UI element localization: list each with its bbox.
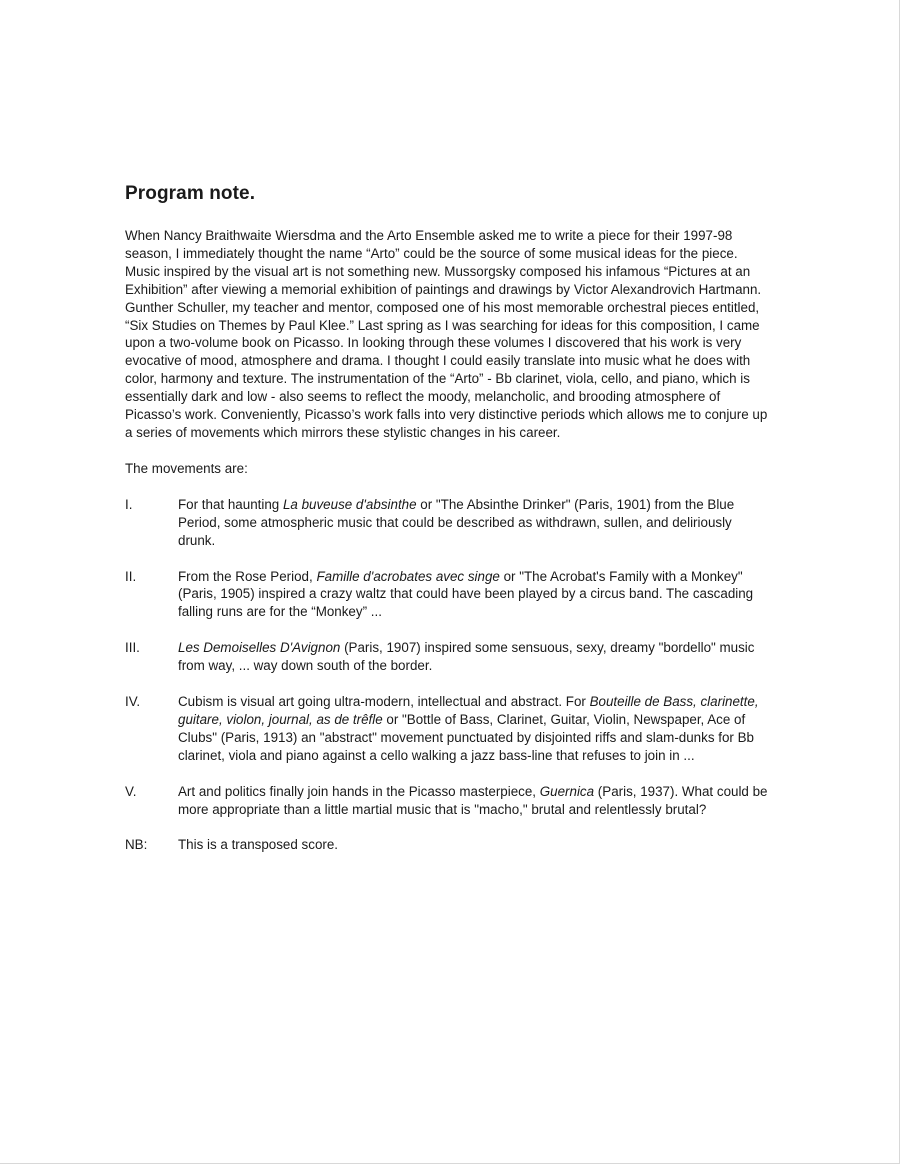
movement-text-pre: Art and politics finally join hands in the Picasso masterpiece, — [178, 783, 540, 799]
movement-text — [178, 693, 770, 765]
movement-text-post: or "The Absinthe Drinker" (Paris, 1901) from the Blue Period, some atmospheric music that could be described as withdrawn, sullen, and deliriously drunk. — [178, 496, 735, 548]
artwork-title: Les Demoiselles D'Avignon — [178, 640, 341, 656]
movement-text-post: or "The Acrobat's Family with a Monkey" (Paris, 1905) inspired a crazy waltz that could have been played by a circus band. The cascading falling runs are for the “Monkey” ... — [178, 568, 754, 620]
movement-text — [178, 783, 770, 819]
artwork-title: Bouteille de Bass, clarinette, guitare, violon, journal, as de trêfle — [178, 694, 759, 727]
movement-text-post: (Paris, 1937). What could be more appropriate than a little martial music that is "macho," brutal and relentlessly brutal? — [178, 783, 768, 817]
page-title: Program note. — [125, 183, 256, 204]
movement-text — [178, 496, 770, 550]
movement-item — [125, 693, 770, 765]
nb-text: This is a transposed score. — [178, 837, 339, 853]
movement-text-post: (Paris, 1907) inspired some sensuous, sexy, dreamy "bordello" music from way, ... way down south of the border. — [178, 640, 755, 674]
movement-number: III. — [125, 640, 140, 656]
nb-label: NB: — [125, 837, 148, 853]
intro-paragraph: When Nancy Braithwaite Wiersdma and the Arto Ensemble asked me to write a piece for their 1997-98 season, I immediately thought the name “Arto” could be the source of some musical ideas for the piece. Music inspired by the visual art is not something new. Mussorgsky composed his infamous “Pictures at an Exhibition” after viewing a memorial exhibition of paintings and drawings by Victor Alexandrovich Hartmann. Gunther Schuller, my teacher and mentor, composed one of his most memorable orchestral pieces entitled, “Six Studies on Themes by Paul Klee.” Last spring as I was searching for ideas for this composition, I came upon a two-volume book on Picasso. In looking through these volumes I discovered that his work is very evocative of mood, atmosphere and drama. I thought I could easily translate into music what he does with color, harmony and texture. The instrumentation of the “Arto” - Bb clarinet, viola, cello, and piano, which is essentially dark and low - also seems to reflect the moody, melancholic, and brooding atmosphere of Picasso’s work. Conveniently, Picasso’s work falls into very distinctive periods which allows me to conjure up a series of movements which mirrors these stylistic changes in his career. — [125, 228, 768, 440]
artwork-title: Guernica — [539, 783, 595, 799]
movement-number: I. — [125, 496, 133, 512]
program-note-body — [125, 181, 770, 872]
movement-number: II. — [125, 568, 137, 584]
movement-text-pre: From the Rose Period, — [178, 568, 317, 584]
movement-item — [125, 639, 770, 675]
movement-text-pre: Cubism is visual art going ultra-modern, intellectual and abstract. For — [178, 694, 590, 710]
movement-item — [125, 783, 770, 819]
nb-note — [125, 836, 770, 854]
movement-number: V. — [125, 783, 137, 799]
artwork-title: Famille d'acrobates avec singe — [316, 568, 500, 584]
movement-text-post: or "Bottle of Bass, Clarinet, Guitar, Violin, Newspaper, Ace of Clubs" (Paris, 1913) an "abstract" movement punctuated by disjointed riffs and slam-dunks for Bb clarinet, viola and piano against a cello walking a jazz bass-line that refuses to join in ... — [178, 711, 754, 763]
movement-text — [178, 568, 770, 622]
movement-item — [125, 568, 770, 622]
movement-item — [125, 496, 770, 550]
movement-text-pre: For that haunting — [178, 496, 283, 512]
movement-text — [178, 639, 770, 675]
movement-number: IV. — [125, 694, 141, 710]
artwork-title: La buveuse d'absinthe — [282, 496, 417, 512]
movements-heading: The movements are: — [125, 460, 248, 476]
